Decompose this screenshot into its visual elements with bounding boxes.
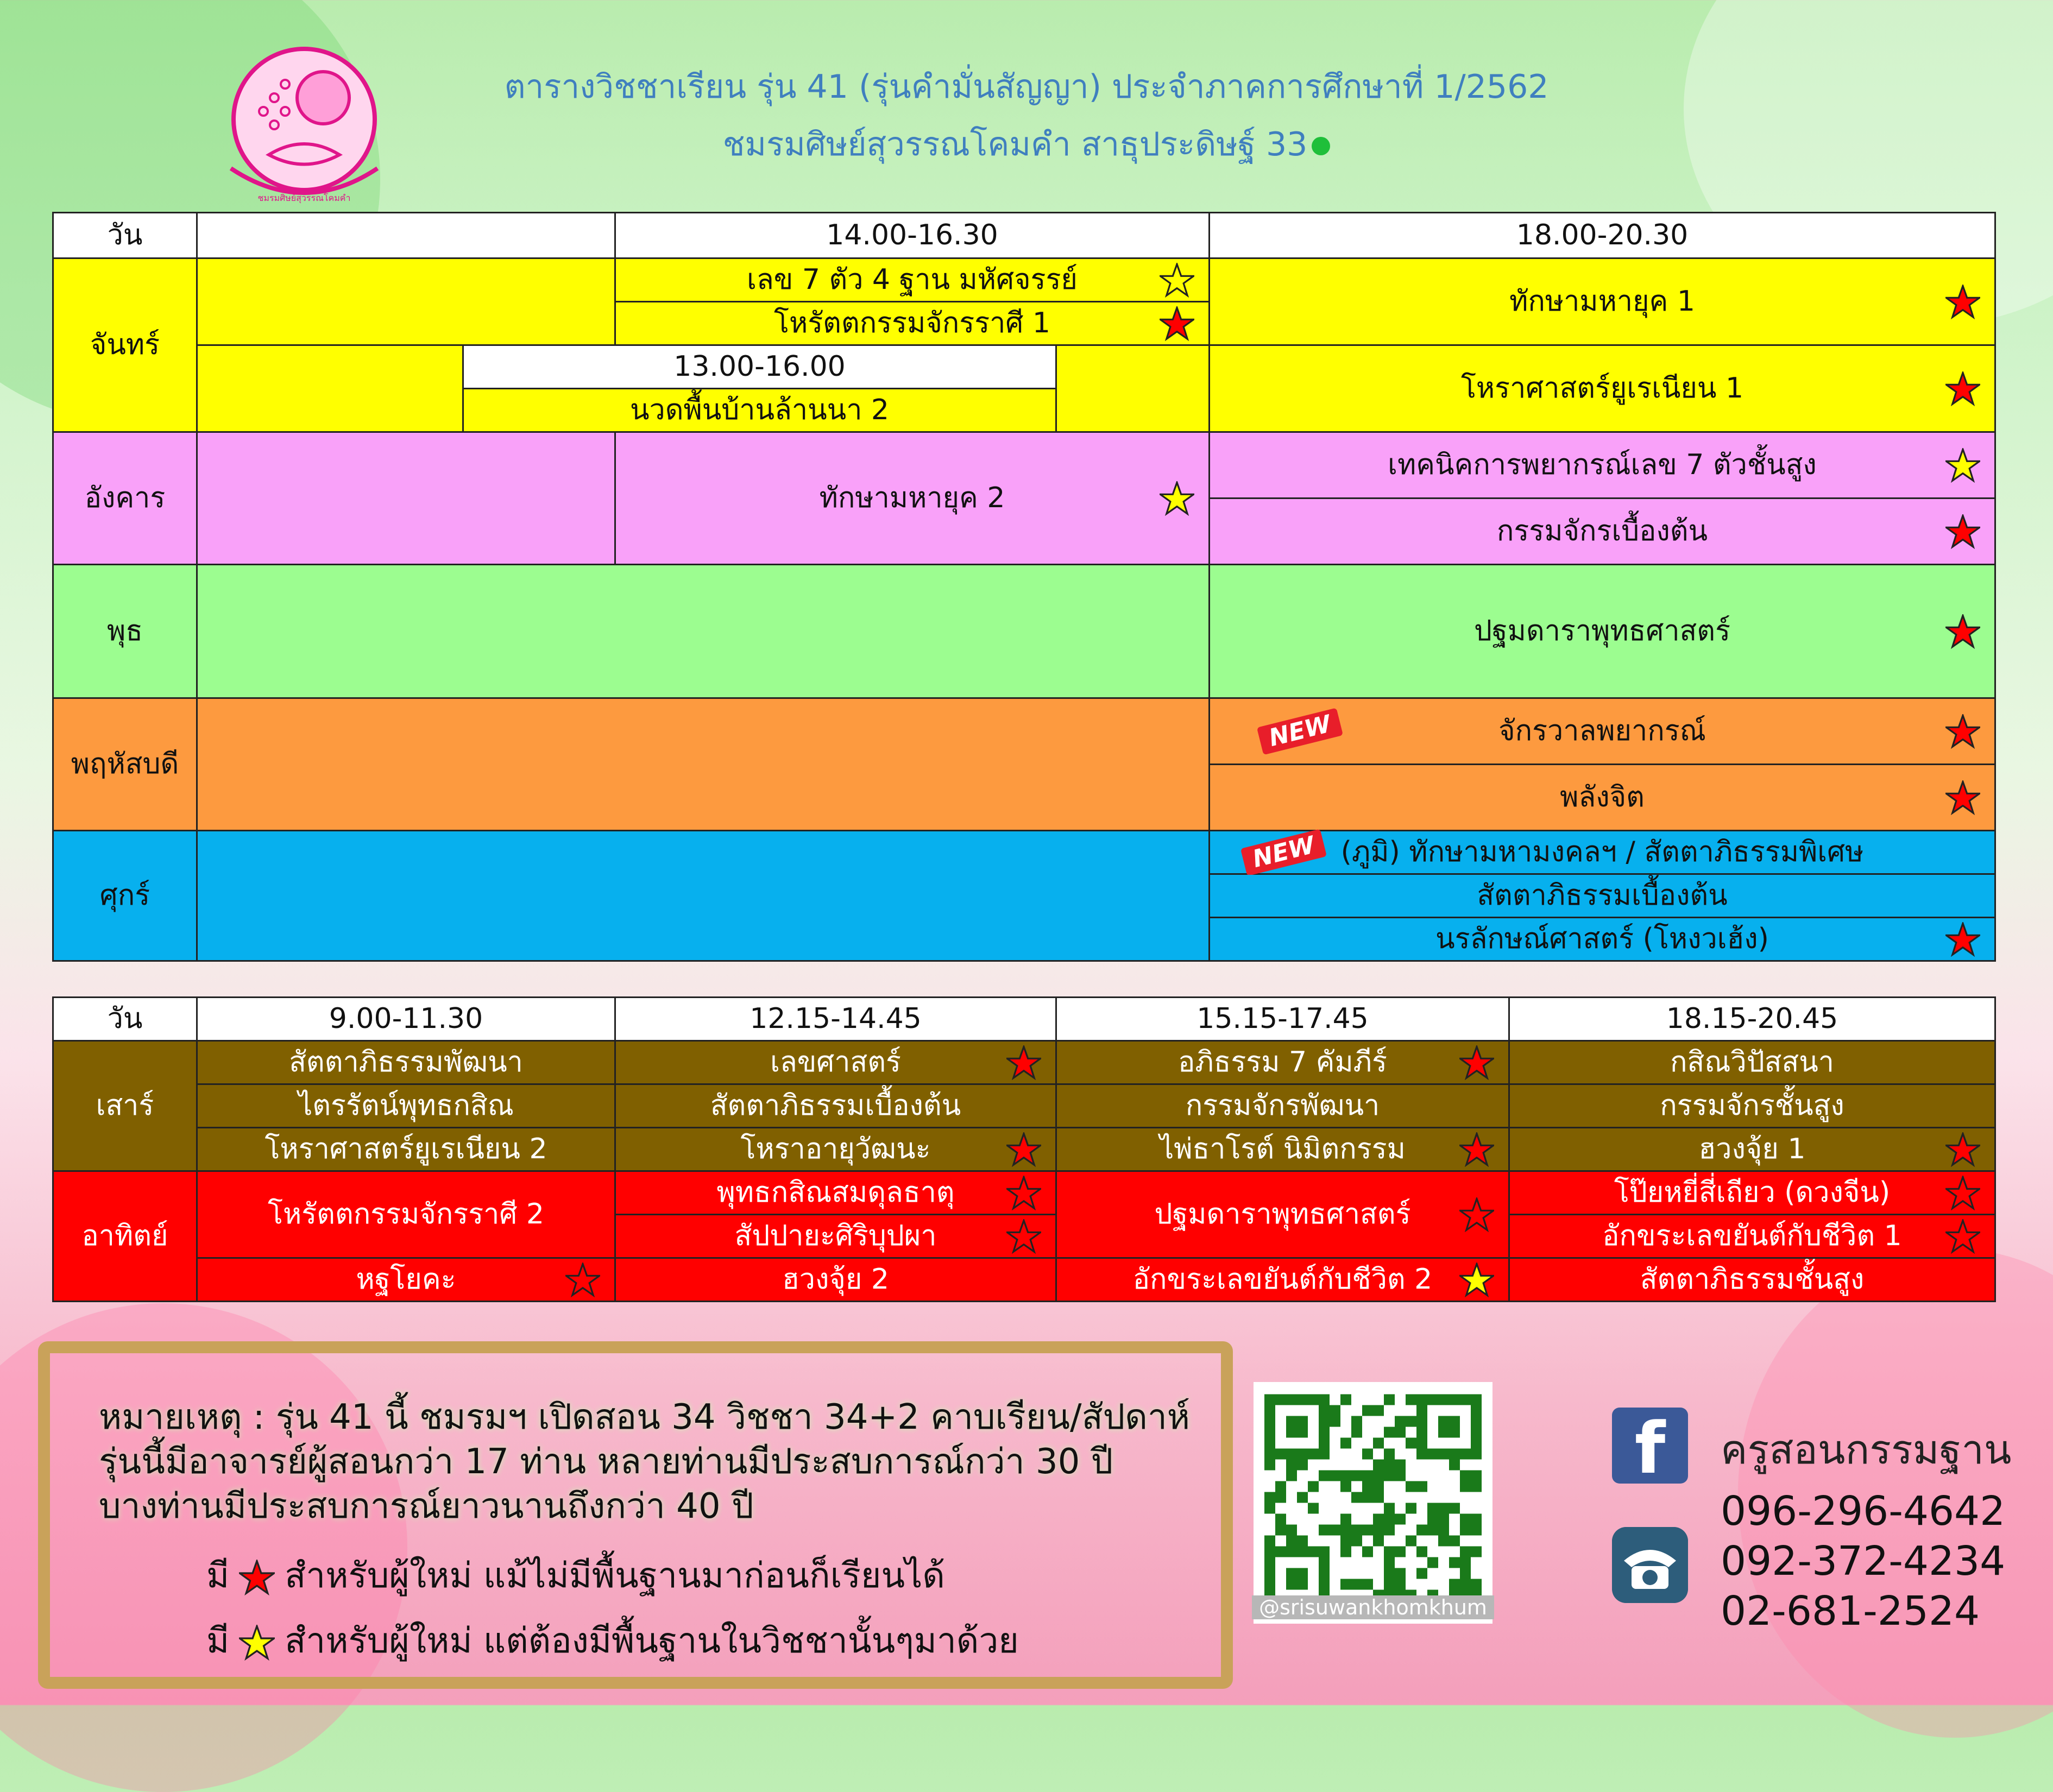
note-line-2: รุ่นนี้มีอาจารย์ผู้สอนกว่า 17 ท่าน หลายท่านมีประสบการณ์กว่า 30 ปี: [99, 1442, 1113, 1482]
day-friday: ศุกร์: [53, 831, 197, 961]
red-star-icon: [1945, 714, 1980, 749]
header-slot-4: 18.15-20.45: [1509, 998, 1995, 1041]
course-cell: อภิธรรม 7 คัมภีร์: [1056, 1041, 1509, 1084]
legend-red: มี สำหรับผู้ใหม่ แม้ไม่มีพื้นฐานมาก่อนก็เรียนได้: [206, 1556, 945, 1596]
facebook-icon: f: [1612, 1408, 1688, 1484]
course-cell: เลขศาสตร์: [615, 1041, 1056, 1084]
course-cell: นรลักษณ์ศาสตร์ (โหงวเฮ้ง): [1210, 918, 1995, 961]
empty-cell: [1056, 345, 1210, 432]
qr-handle: @srisuwankhomkhum: [1252, 1595, 1494, 1619]
empty-cell: [197, 345, 463, 432]
note-line-1: หมายเหตุ : รุ่น 41 นี้ ชมรมฯ เปิดสอน 34 วิชชา 34+2 คาบเรียน/สัปดาห์: [99, 1397, 1190, 1437]
phone-number-2: 092-372-4234: [1721, 1538, 2006, 1585]
empty-cell: [197, 831, 1210, 961]
red-star-icon: [1945, 1176, 1980, 1210]
new-badge: NEW: [1240, 829, 1327, 876]
course-cell: NEW (ภูมิ) ทักษามหามงคลฯ / สัตตาภิธรรมพิเศษ: [1210, 831, 1995, 874]
red-star-icon: [1459, 1197, 1494, 1232]
yellow-star-icon: [1459, 1263, 1494, 1297]
empty-cell: [197, 432, 615, 565]
yellow-star-icon: [1160, 481, 1194, 516]
course-cell: ไตรรัตน์พุทธกสิณ: [197, 1084, 615, 1128]
course-cell: NEW จักรวาลพยากรณ์: [1210, 698, 1995, 765]
red-star-icon: [1006, 1219, 1041, 1254]
header-empty: [197, 213, 615, 258]
course-cell: กรรมจักรพัฒนา: [1056, 1084, 1509, 1128]
course-cell: กรรมจักรเบื้องต้น: [1210, 499, 1995, 565]
header-slot-3: 15.15-17.45: [1056, 998, 1509, 1041]
red-star-icon: [239, 1560, 275, 1595]
phone-number-3: 02-681-2524: [1721, 1588, 1980, 1635]
course-cell: ปฐมดาราพุทธศาสตร์: [1056, 1171, 1509, 1258]
red-star-icon: [1945, 780, 1980, 815]
course-cell: นวดพื้นบ้านล้านนา 2: [463, 389, 1056, 432]
header-slot-2: 18.00-20.30: [1210, 213, 1995, 258]
red-star-icon: [1945, 371, 1980, 406]
weekend-schedule-table: [52, 996, 1996, 1302]
day-monday: จันทร์: [53, 258, 197, 432]
course-cell: โหราศาสตร์ยูเรเนียน 2: [197, 1128, 615, 1171]
day-thursday: พฤหัสบดี: [53, 698, 197, 831]
red-star-icon: [1945, 514, 1980, 549]
course-cell: หฐโยคะ: [197, 1258, 615, 1302]
course-cell: ไพ่ธาโรต์ นิมิตกรรม: [1056, 1128, 1509, 1171]
header-slot-2: 12.15-14.45: [615, 998, 1056, 1041]
course-cell: ทักษามหายุค 1: [1210, 258, 1995, 345]
course-cell: สัตตาภิธรรมพัฒนา: [197, 1041, 615, 1084]
red-star-icon: [1945, 614, 1980, 649]
course-cell: สัตตาภิธรรมเบื้องต้น: [615, 1084, 1056, 1128]
course-cell: พุทธกสิณสมดุลธาตุ: [615, 1171, 1056, 1215]
day-tuesday: อังคาร: [53, 432, 197, 565]
qr-code-icon: [1254, 1382, 1492, 1624]
red-star-icon: [1945, 285, 1980, 319]
course-cell: เทคนิคการพยากรณ์เลข 7 ตัวชั้นสูง: [1210, 432, 1995, 499]
course-cell: สัตตาภิธรรมเบื้องต้น: [1210, 874, 1995, 918]
note-line-3: บางท่านมีประสบการณ์ยาวนานถึงกว่า 40 ปี: [99, 1486, 754, 1526]
course-cell: ฮวงจุ้ย 1: [1509, 1128, 1995, 1171]
course-cell: กสิณวิปัสสนา: [1509, 1041, 1995, 1084]
empty-cell: [197, 698, 1210, 831]
course-cell: โป๊ยหยี่สี่เถียว (ดวงจีน): [1509, 1171, 1995, 1215]
course-cell: โหรัตตกรรมจักรราศี 1: [615, 302, 1210, 345]
yellow-star-icon: [1945, 448, 1980, 483]
red-star-icon: [1459, 1045, 1494, 1080]
red-star-icon: [1006, 1045, 1041, 1080]
day-sunday: อาทิตย์: [53, 1171, 197, 1302]
course-cell: พลังจิต: [1210, 765, 1995, 831]
course-cell: เลข 7 ตัว 4 ฐาน มหัศจรรย์: [615, 258, 1210, 302]
header-day: วัน: [53, 213, 197, 258]
course-cell: โหราศาสตร์ยูเรเนียน 1: [1210, 345, 1995, 432]
red-star-icon: [1459, 1132, 1494, 1167]
red-star-icon: [1945, 922, 1980, 957]
empty-cell: [197, 565, 1210, 698]
course-cell: อักขระเลขยันต์กับชีวิต 1: [1509, 1215, 1995, 1258]
header-day: วัน: [53, 998, 197, 1041]
course-cell: โหราอายุวัฒนะ: [615, 1128, 1056, 1171]
facebook-name: ครูสอนกรรมฐาน: [1721, 1427, 2012, 1473]
day-saturday: เสาร์: [53, 1041, 197, 1171]
header-slot-1: 9.00-11.30: [197, 998, 615, 1041]
course-cell: สัปปายะศิริบุปผา: [615, 1215, 1056, 1258]
red-star-icon: [1006, 1176, 1041, 1210]
red-star-icon: [1945, 1219, 1980, 1254]
header-slot-1: 14.00-16.30: [615, 213, 1210, 258]
telephone-icon: [1612, 1527, 1688, 1603]
page-subtitle: ชมรมศิษย์สุวรรณโคมคำ สาธุประดิษฐ์ 33: [0, 118, 2053, 170]
empty-cell: [197, 258, 615, 345]
course-cell: โหรัตตกรรมจักรราศี 2: [197, 1171, 615, 1258]
course-cell: ฮวงจุ้ย 2: [615, 1258, 1056, 1302]
red-star-icon: [565, 1263, 600, 1297]
yellow-star-icon: [1160, 263, 1194, 298]
course-cell: อักขระเลขยันต์กับชีวิต 2: [1056, 1258, 1509, 1302]
day-wednesday: พุธ: [53, 565, 197, 698]
course-cell: สัตตาภิธรรมชั้นสูง: [1509, 1258, 1995, 1302]
legend-yellow: มี สำหรับผู้ใหม่ แต่ต้องมีพื้นฐานในวิชชานั้นๆมาด้วย: [206, 1621, 1019, 1661]
green-dot-icon: [1312, 137, 1330, 155]
phone-number-1: 096-296-4642: [1721, 1488, 2006, 1535]
time-cell: 13.00-16.00: [463, 345, 1056, 389]
yellow-star-icon: [239, 1625, 275, 1661]
course-cell: กรรมจักรชั้นสูง: [1509, 1084, 1995, 1128]
red-star-icon: [1160, 306, 1194, 341]
page-title: ตารางวิชชาเรียน รุ่น 41 (รุ่นคำมั่นสัญญา) ประจำภาคการศึกษาที่ 1/2562: [504, 68, 1549, 106]
weekday-schedule-table: [52, 212, 1996, 962]
course-cell: ทักษามหายุค 2: [615, 432, 1210, 565]
course-cell: ปฐมดาราพุทธศาสตร์: [1210, 565, 1995, 698]
red-star-icon: [1006, 1132, 1041, 1167]
red-star-icon: [1945, 1132, 1980, 1167]
svg-text:ชมรมศิษย์สุวรรณโคมคำ: ชมรมศิษย์สุวรรณโคมคำ: [257, 193, 351, 203]
new-badge: NEW: [1257, 708, 1344, 755]
